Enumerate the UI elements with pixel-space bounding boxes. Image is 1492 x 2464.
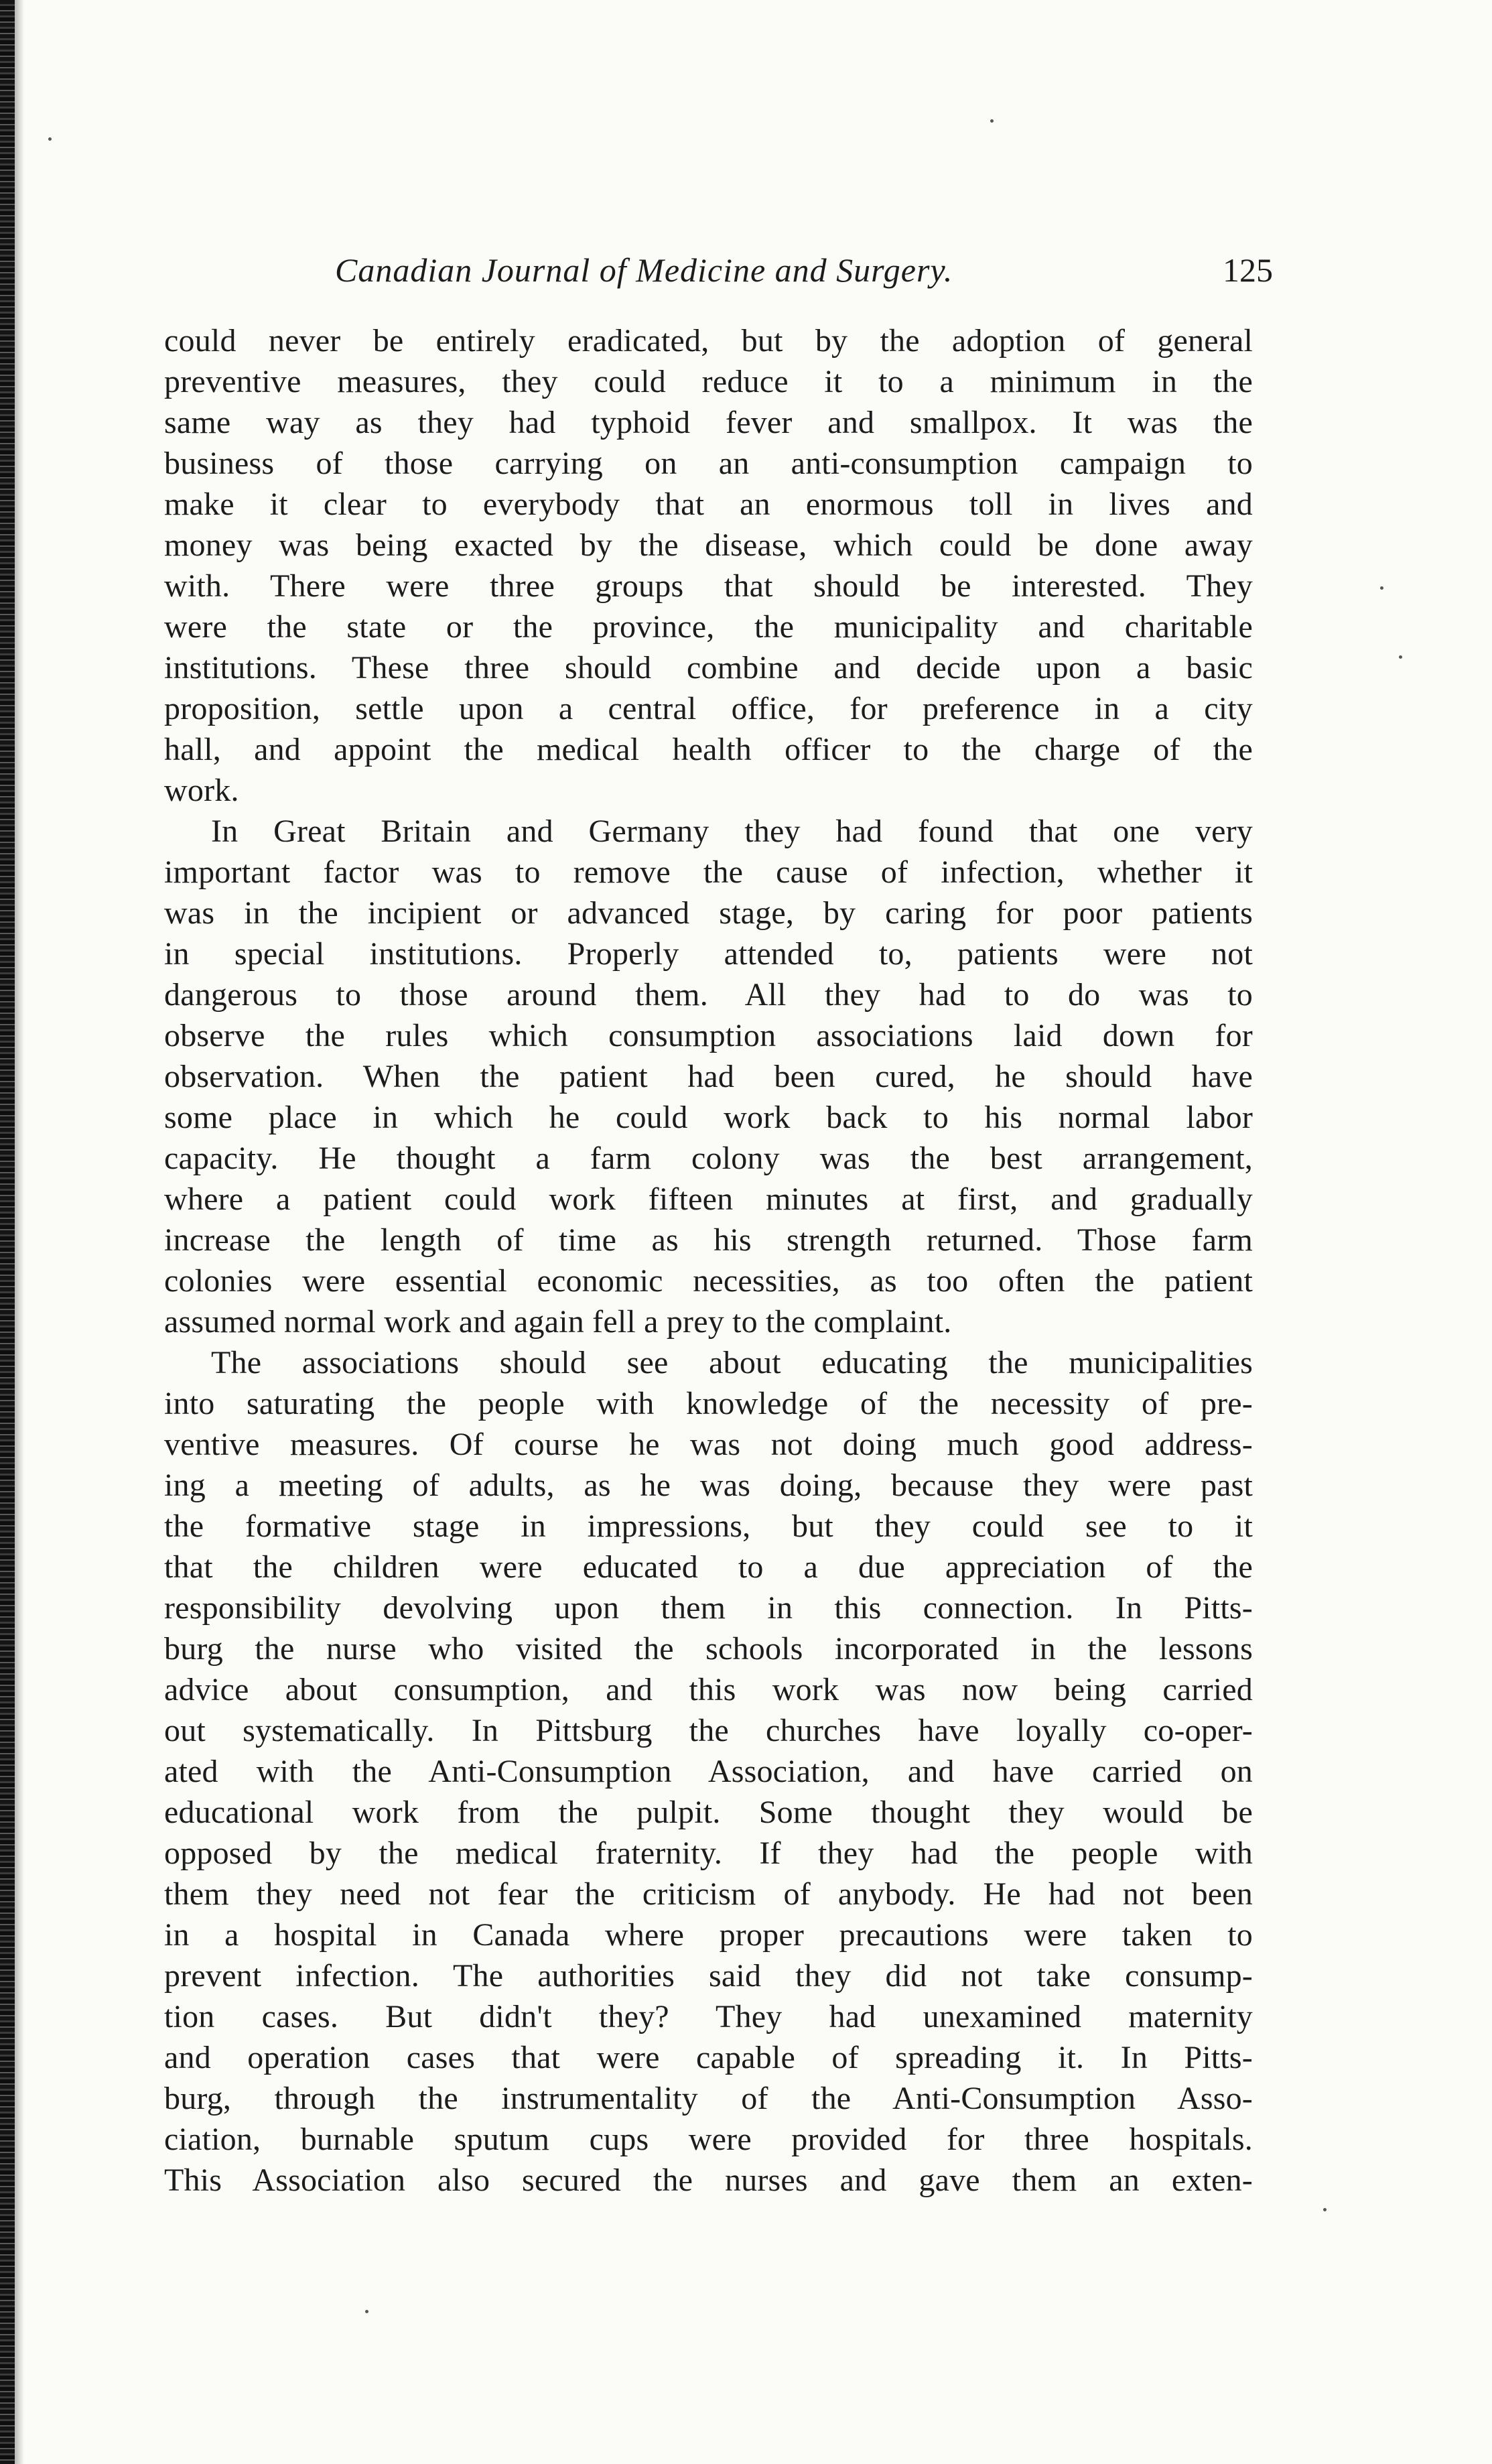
text-line: dangerous to those around them. All they had to do was to	[164, 977, 1253, 1013]
text-line: tion cases. But didn't they? They had unexamined maternity	[164, 1999, 1253, 2034]
running-title: Canadian Journal of Medicine and Surgery.	[335, 251, 953, 289]
body-text	[164, 320, 1253, 2201]
text-line: ated with the Anti-Consumption Association, and have carried on	[164, 1754, 1253, 1789]
text-line: This Association also secured the nurses and gave them an exten-	[164, 2162, 1253, 2198]
scanned-binding-edge	[0, 0, 15, 2464]
text-line: where a patient could work fifteen minutes at first, and gradually	[164, 1181, 1253, 1217]
text-line: same way as they had typhoid fever and smallpox. It was the	[164, 405, 1253, 440]
text-line: work.	[164, 773, 239, 808]
text-line: was in the incipient or advanced stage, by caring for poor patients	[164, 895, 1253, 931]
text-line: were the state or the province, the municipality and charitable	[164, 609, 1253, 645]
text-line: responsibility devolving upon them in this connection. In Pitts-	[164, 1590, 1253, 1626]
text-line: ventive measures. Of course he was not doing much good address-	[164, 1427, 1253, 1462]
text-line: educational work from the pulpit. Some thought they would be	[164, 1795, 1253, 1830]
scan-speck	[48, 137, 52, 141]
text-line: the formative stage in impressions, but they could see to it	[164, 1508, 1253, 1544]
text-line: capacity. He thought a farm colony was the best arrangement,	[164, 1141, 1253, 1176]
text-line: important factor was to remove the cause of infection, whether it	[164, 854, 1253, 890]
scan-speck	[990, 119, 994, 123]
scan-speck	[1399, 655, 1402, 659]
scan-speck	[365, 2310, 368, 2313]
page-header	[335, 247, 1273, 294]
text-line: ciation, burnable sputum cups were provided for three hospitals.	[164, 2122, 1253, 2157]
text-line: observe the rules which consumption associations laid down for	[164, 1018, 1253, 1053]
page-number: 125	[1223, 251, 1273, 289]
text-line: some place in which he could work back to his normal labor	[164, 1100, 1253, 1135]
text-line: money was being exacted by the disease, which could be done away	[164, 527, 1253, 563]
text-line: and operation cases that were capable of spreading it. In Pitts-	[164, 2040, 1253, 2075]
text-line: that the children were educated to a due appreciation of the	[164, 1549, 1253, 1585]
text-line: make it clear to everybody that an enormous toll in lives and	[164, 487, 1253, 522]
text-line: burg the nurse who visited the schools incorporated in the lessons	[164, 1631, 1253, 1667]
text-line: could never be entirely eradicated, but by the adoption of general	[164, 323, 1253, 359]
scan-speck	[1380, 586, 1383, 590]
text-line: out systematically. In Pittsburg the churches have loyally co-oper-	[164, 1713, 1253, 1748]
paragraph-2	[164, 811, 1253, 1342]
text-line: institutions. These three should combine and decide upon a basic	[164, 650, 1253, 686]
paragraph-3	[164, 1342, 1253, 2201]
text-line: proposition, settle upon a central office, for preference in a city	[164, 691, 1253, 726]
text-line: with. There were three groups that should be interested. They	[164, 568, 1253, 604]
text-line: burg, through the instrumentality of the Anti-Consumption Asso-	[164, 2081, 1253, 2116]
text-line: The associations should see about educating the municipalities	[211, 1345, 1253, 1380]
text-line: In Great Britain and Germany they had found that one very	[211, 814, 1253, 849]
text-line: ing a meeting of adults, as he was doing, because they were past	[164, 1468, 1253, 1503]
text-line: in special institutions. Properly attended to, patients were not	[164, 936, 1253, 972]
text-line: them they need not fear the criticism of anybody. He had not been	[164, 1876, 1253, 1912]
text-line: increase the length of time as his strength returned. Those farm	[164, 1222, 1253, 1258]
text-line: observation. When the patient had been cured, he should have	[164, 1059, 1253, 1094]
binding-shadow	[15, 0, 24, 2464]
scan-speck	[1323, 2208, 1327, 2211]
paragraph-1	[164, 320, 1253, 811]
text-line: into saturating the people with knowledge of the necessity of pre-	[164, 1386, 1253, 1421]
text-line: colonies were essential economic necessities, as too often the patient	[164, 1263, 1253, 1299]
text-line: assumed normal work and again fell a prey to the complaint.	[164, 1304, 952, 1340]
text-line: prevent infection. The authorities said they did not take consump-	[164, 1958, 1253, 1994]
text-line: business of those carrying on an anti-consumption campaign to	[164, 446, 1253, 481]
text-line: in a hospital in Canada where proper precautions were taken to	[164, 1917, 1253, 1953]
text-line: preventive measures, they could reduce it to a minimum in the	[164, 364, 1253, 399]
text-line: opposed by the medical fraternity. If they had the people with	[164, 1835, 1253, 1871]
text-line: hall, and appoint the medical health officer to the charge of the	[164, 732, 1253, 767]
text-line: advice about consumption, and this work was now being carried	[164, 1672, 1253, 1707]
